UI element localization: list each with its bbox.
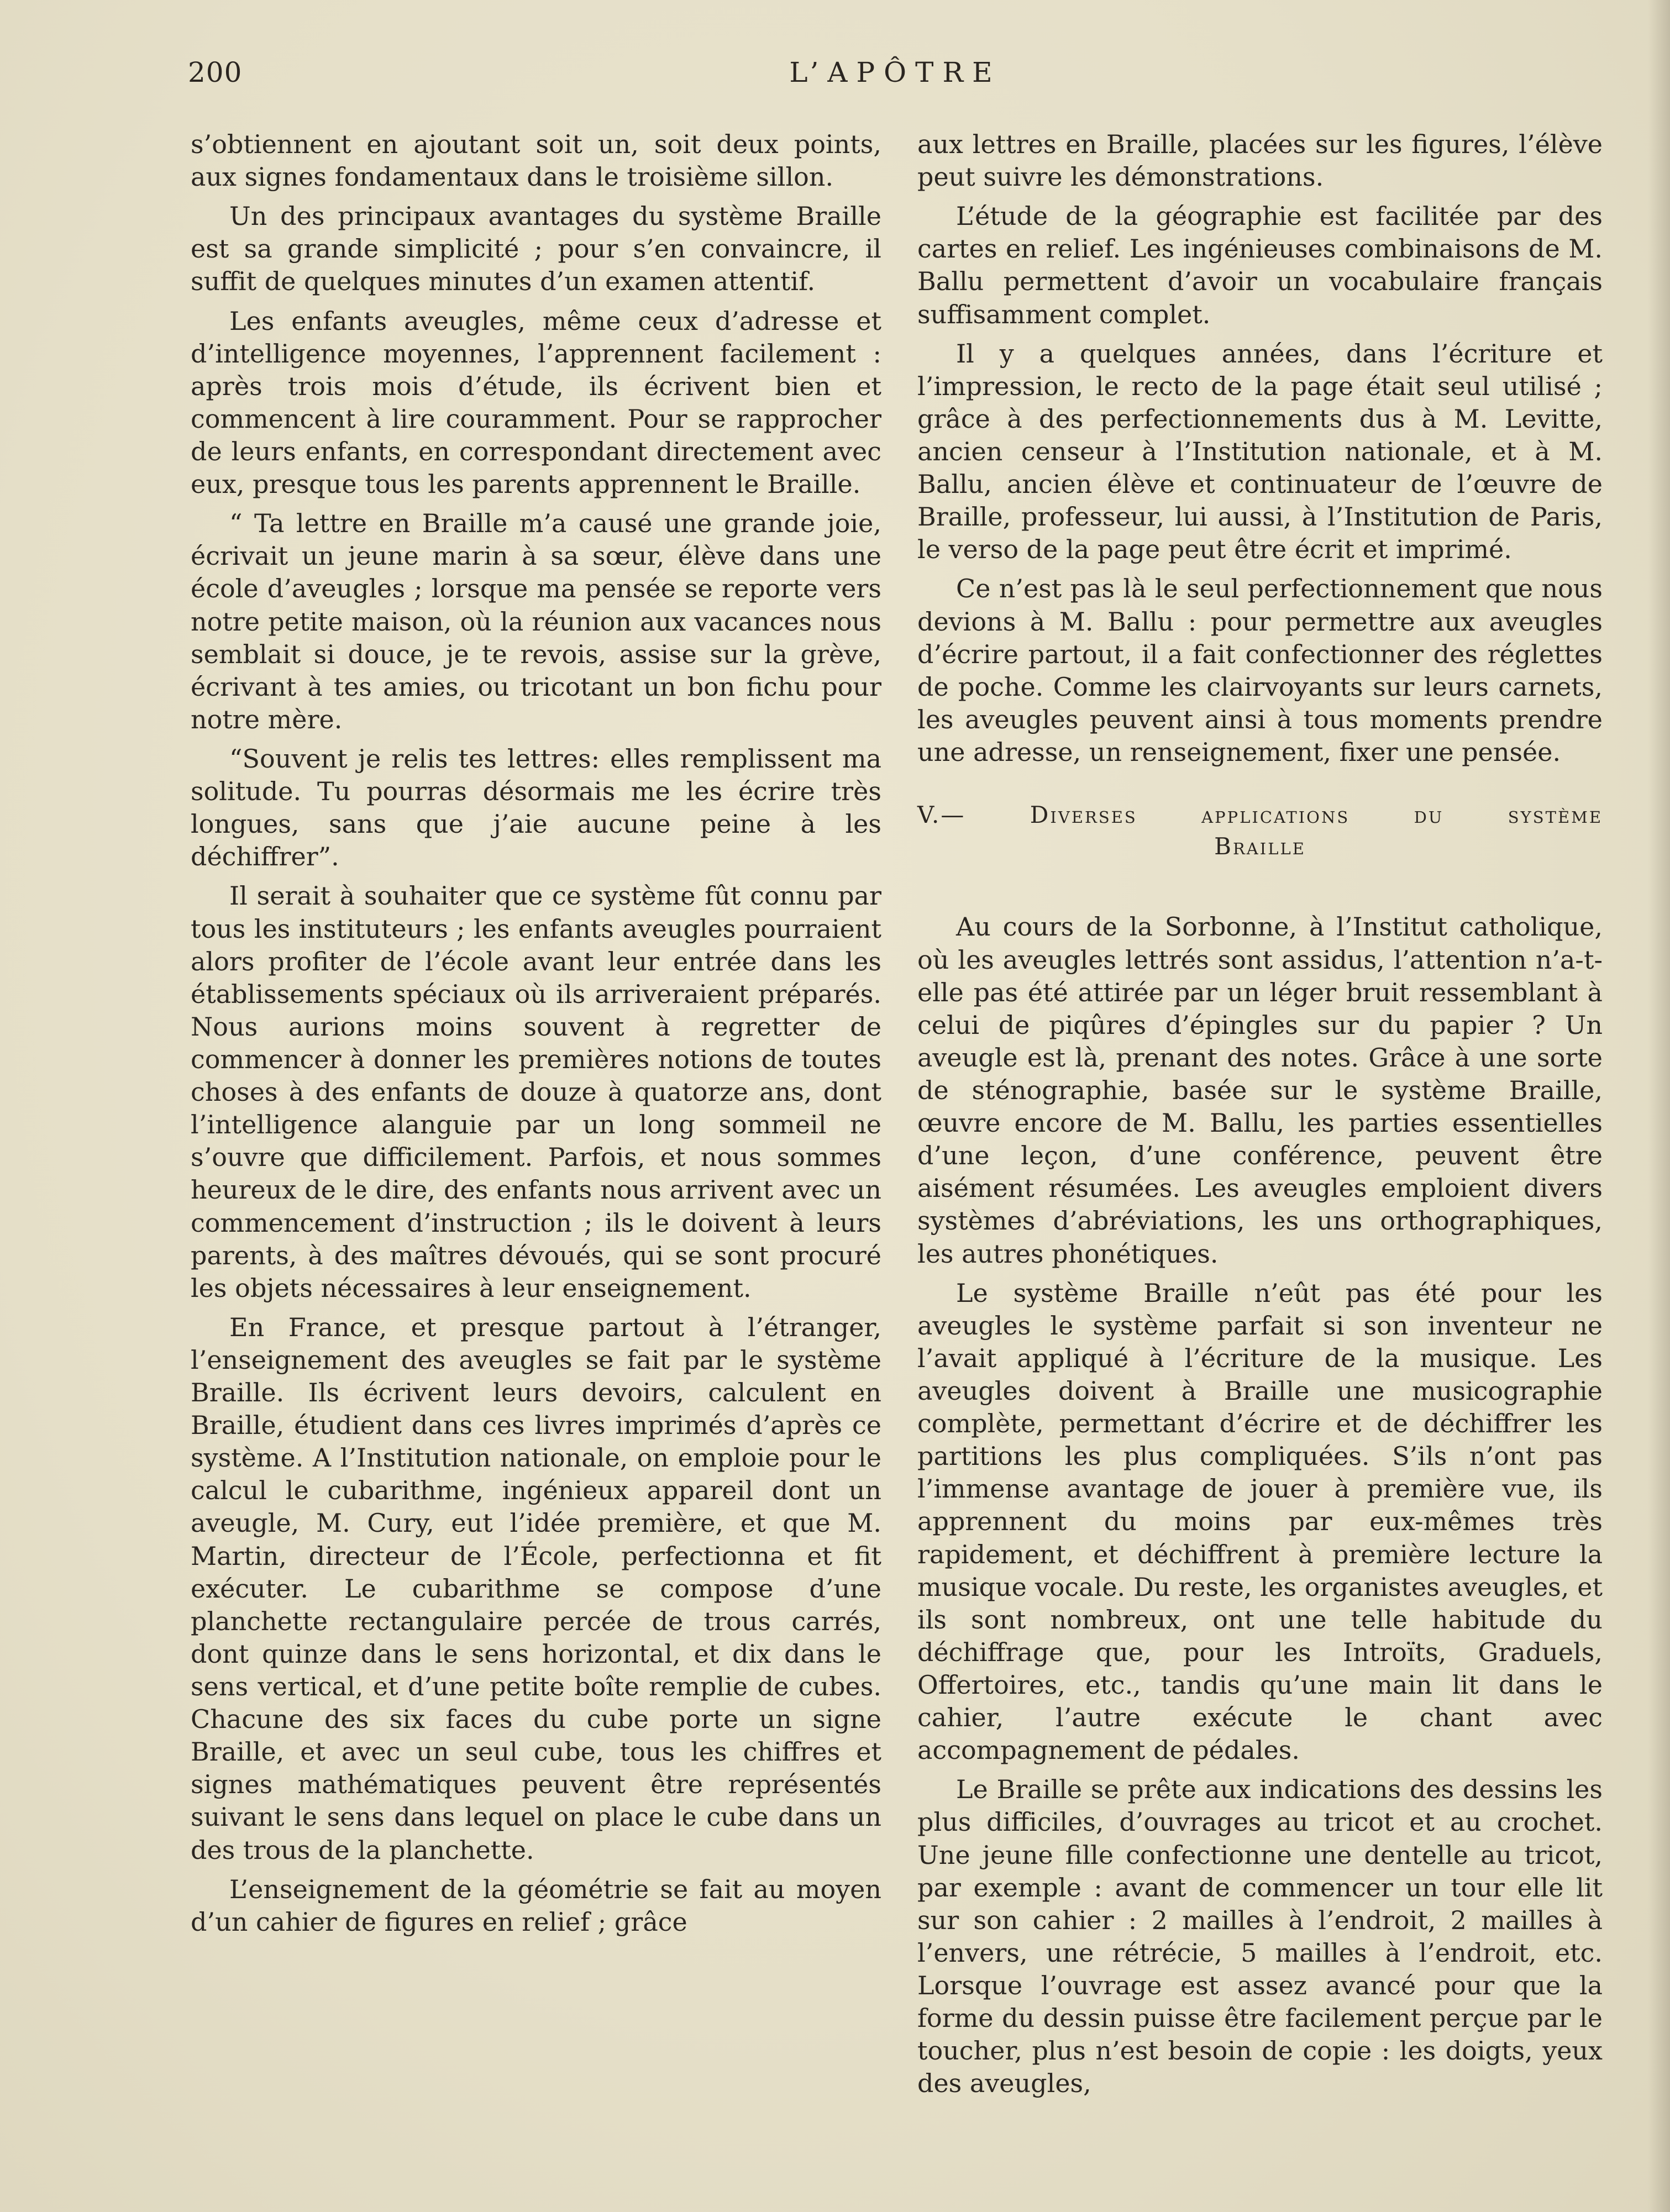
paragraph: En France, et presque partout à l’étranger, l’enseignement des aveugles se fait par le système Braille. Ils écrivent leurs devoirs, calculent en Braille, étudient dans ces livres imprimés d’après ce système. A l’Institution nationale, on emploie pour le calcul le cubarithme, ingénieux appareil dont un aveugle, M. Cury, eut l’idée première, et que M. Martin, directeur de l’École, perfectionna et fit exécuter. Le cubarithme se compose d’une planchette rectangulaire percée de trous carrés, dont quinze dans le sens horizontal, et dix dans le sens vertical, et d’une petite boîte remplie de cubes. Chacune des six faces du cube porte un signe Braille, et avec un seul cube, tous les chiffres et signes mathématiques peuvent être représentés suivant le sens dans lequel on place le cube dans un des trous de la planchette.: [191, 1312, 881, 1865]
right-column: [917, 128, 1603, 2106]
paragraph: Le système Braille n’eût pas été pour les aveugles le système parfait si son inventeur ne l’avait appliqué à l’écriture de la musique. Les aveugles doivent à Braille une musicographie complète, permettant d’écrire et de déchiffrer les partitions les plus compliquées. S’ils n’ont pas l’immense avantage de jouer à première vue, ils apprennent du moins par eux-mêmes très rapidement, et déchiffrent à première lecture la musique vocale. Du reste, les organistes aveugles, et ils sont nombreux, ont une telle habitude du déchiffrage que, pour les Introïts, Graduels, Offertoires, etc., tandis qu’une main lit dans le cahier, l’autre exécute le chant avec accompagnement de pédales.: [917, 1278, 1603, 1766]
page-number: 200: [188, 56, 243, 88]
running-head: [188, 56, 1603, 95]
paragraph: s’obtiennent en ajoutant soit un, soit deux points, aux signes fondamentaux dans le troisième sillon.: [191, 129, 881, 192]
paragraph: “ Ta lettre en Braille m’a causé une grande joie, écrivait un jeune marin à sa sœur, élève dans une école d’aveugles ; lorsque ma pensée se reporte vers notre petite maison, où la réunion aux vacances nous semblait si douce, je te revois, assise sur la grève, écrivant à tes amies, ou tricotant un bon fichu pour notre mère.: [191, 508, 881, 734]
section-heading-line-2: Braille: [1214, 832, 1306, 860]
paragraph: Les enfants aveugles, même ceux d’adresse et d’intelligence moyennes, l’apprennent facilement : après trois mois d’étude, ils écrivent bien et commencent à lire couramment. Pour se rapprocher de leurs enfants, en correspondant directement avec eux, presque tous les parents apprennent le Braille.: [191, 306, 881, 500]
paragraph: aux lettres en Braille, placées sur les figures, l’élève peut suivre les démonstrations.: [917, 129, 1603, 192]
section-heading-line-1: V.— Diverses applications du système: [917, 801, 1603, 829]
paragraph: L’étude de la géographie est facilitée par des cartes en relief. Les ingénieuses combinaisons de M. Ballu permettent d’avoir un vocabulaire français suffisamment complet.: [917, 201, 1603, 329]
left-column: [191, 128, 881, 1945]
section-heading: [917, 800, 1603, 862]
paragraph: Au cours de la Sorbonne, à l’Institut catholique, où les aveugles lettrés sont assidus, l’attention n’a-t-elle pas été attirée par un léger bruit ressemblant à celui de piqûres d’épingles sur du papier ? Un aveugle est là, prenant des notes. Grâce à une sorte de sténographie, basée sur le système Braille, œuvre encore de M. Ballu, les parties essentielles d’une leçon, d’une conférence, peuvent être aisément résumées. Les aveugles emploient divers systèmes d’abréviations, les uns orthographiques, les autres phonétiques.: [917, 912, 1603, 1269]
paragraph: “Souvent je relis tes lettres: elles remplissent ma solitude. Tu pourras désormais me les écrire très longues, sans que j’aie aucune peine à les déchiffrer”.: [191, 743, 881, 872]
paragraph: Il y a quelques années, dans l’écriture et l’impression, le recto de la page était seul utilisé ; grâce à des perfectionnements dus à M. Levitte, ancien censeur à l’Institution nationale, et à M. Ballu, ancien élève et continuateur de l’œuvre de Braille, professeur, lui aussi, à l’Institution de Paris, le verso de la page peut être écrit et imprimé.: [917, 338, 1603, 565]
paragraph: L’enseignement de la géométrie se fait au moyen d’un cahier de figures en relief ; grâce: [191, 1874, 881, 1937]
paragraph: Un des principaux avantages du système Braille est sa grande simplicité ; pour s’en convaincre, il suffit de quelques minutes d’un examen attentif.: [191, 201, 881, 297]
journal-title: L’APÔTRE: [789, 56, 1001, 88]
paragraph: Il serait à souhaiter que ce système fût connu par tous les instituteurs ; les enfants aveugles pourraient alors profiter de l’école avant leur entrée dans les établissements spéciaux où ils arriveraient préparés. Nous aurions moins souvent à regretter de commencer à donner les premières notions de toutes choses à des enfants de douze à quatorze ans, dont l’intelligence alanguie par un long sommeil ne s’ouvre que difficilement. Parfois, et nous sommes heureux de le dire, des enfants nous arrivent avec un commencement d’instruction ; ils le doivent à leurs parents, à des maîtres dévoués, qui se sont procuré les objets nécessaires à leur enseignement.: [191, 881, 881, 1303]
paragraph: Ce n’est pas là le seul perfectionnement que nous devions à M. Ballu : pour permettre aux aveugles d’écrire partout, il a fait confectionner des réglettes de poche. Comme les clairvoyants sur leurs carnets, les aveugles peuvent ainsi à tous moments prendre une adresse, un renseignement, fixer une pensée.: [917, 574, 1603, 767]
paragraph: Le Braille se prête aux indications des dessins les plus difficiles, d’ouvrages au tricot et au crochet. Une jeune fille confectionne une dentelle au tricot, par exemple : avant de commencer un tour elle lit sur son cahier : 2 mailles à l’endroit, 2 mailles à l’envers, une rétrécie, 5 mailles à l’endroit, etc. Lorsque l’ouvrage est assez avancé pour que la forme du dessin puisse être facilement perçue par le toucher, plus n’est besoin de copie : les doigts, yeux des aveugles,: [917, 1774, 1603, 2099]
page-edge-shadow: [1648, 0, 1670, 2212]
